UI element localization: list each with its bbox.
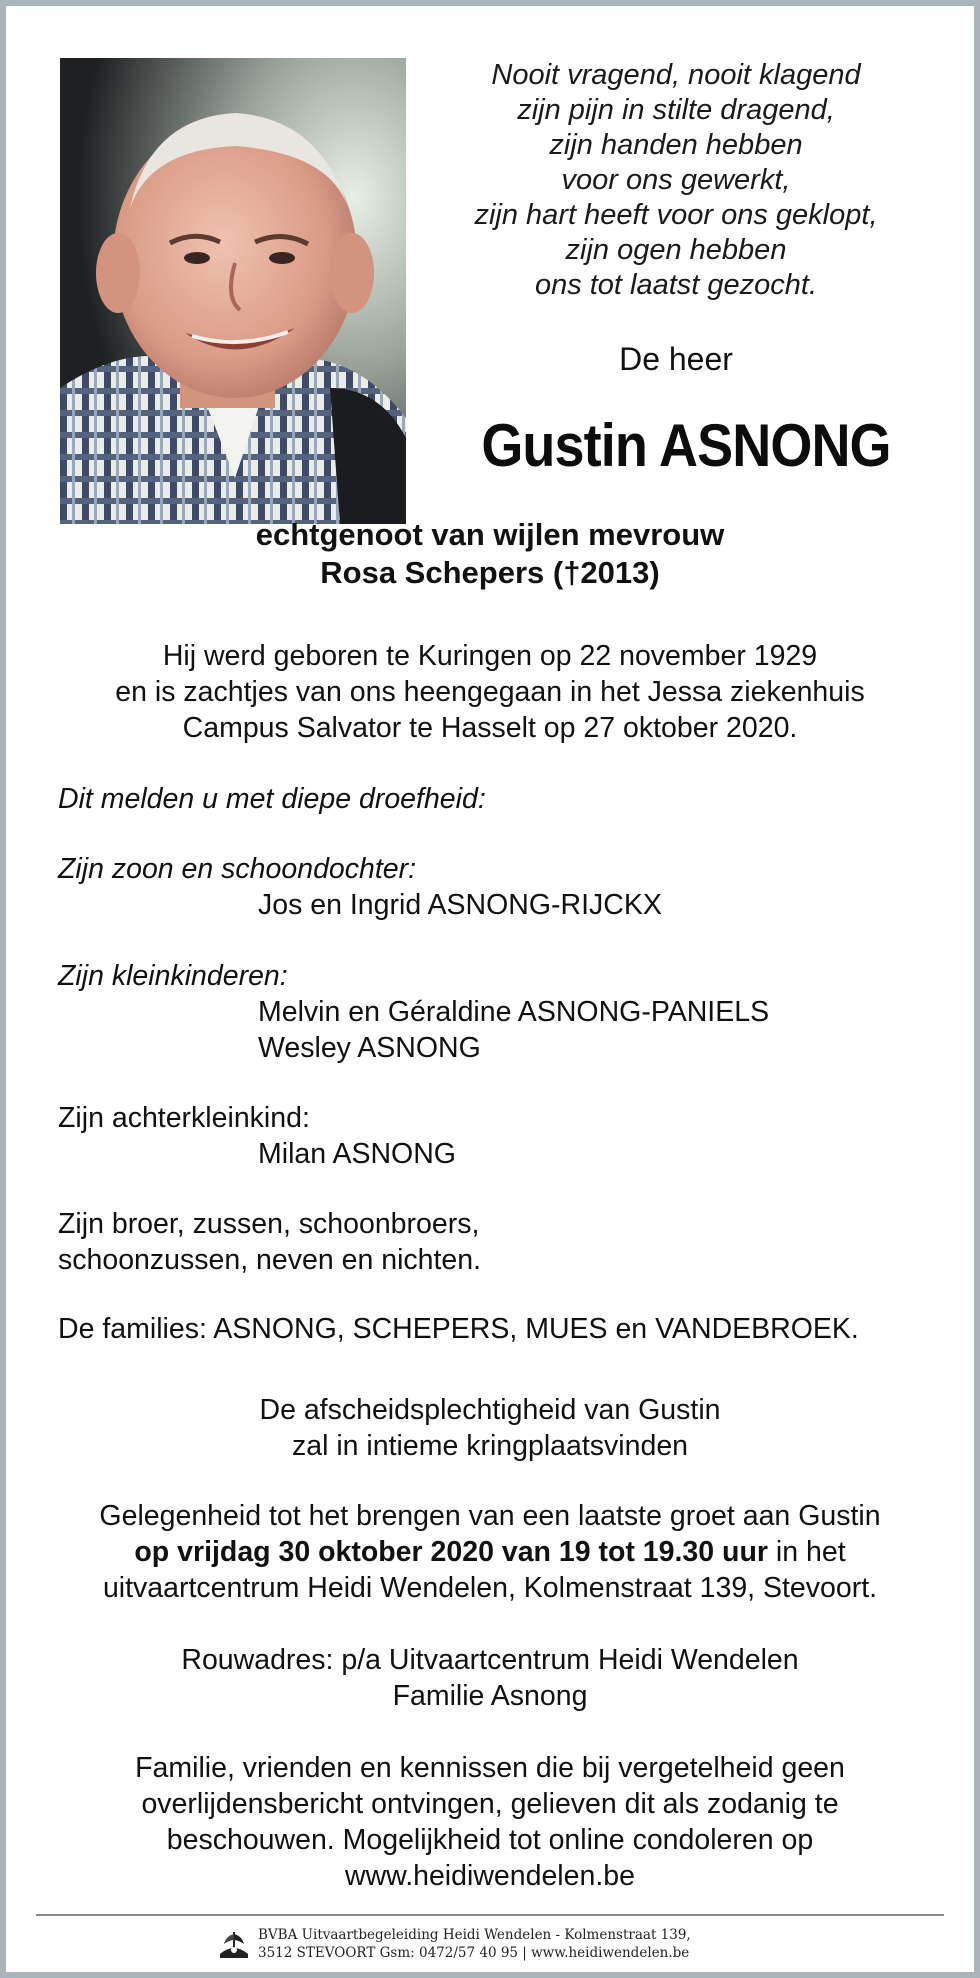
grandchildren-section bbox=[58, 958, 958, 1066]
poem-line: ons tot laatst gezocht. bbox=[534, 269, 818, 301]
closing-line: beschouwen. Mogelijkheid tot online condoleren op bbox=[166, 1824, 814, 1856]
ceremony-line: De afscheidsplechtigheid van Gustin bbox=[259, 1394, 721, 1426]
grandchildren-label: Zijn kleinkinderen: bbox=[58, 960, 288, 992]
spouse-line: echtgenoot van wijlen mevrouw bbox=[255, 517, 725, 552]
ceremony-line: zal in intieme kringplaatsvinden bbox=[291, 1430, 689, 1462]
visitation-line: uitvaartcentrum Heidi Wendelen, Kolmenstraat 139, Stevoort. bbox=[102, 1572, 878, 1604]
poem-line: voor ons gewerkt, bbox=[561, 164, 791, 196]
grandchild-name: Melvin en Géraldine ASNONG-PANIELS bbox=[258, 996, 770, 1028]
footer-line: 3512 STEVOORT Gsm: 0472/57 40 95 | www.heidiwendelen.be bbox=[258, 1945, 690, 1961]
portrait-image bbox=[60, 58, 406, 524]
footer-line: BVBA Uitvaartbegeleiding Heidi Wendelen - Kolmenstraat 139, bbox=[258, 1927, 691, 1943]
siblings-section bbox=[58, 1206, 958, 1278]
siblings-line: schoonzussen, neven en nichten. bbox=[58, 1244, 482, 1276]
honorific: De heer bbox=[619, 341, 733, 377]
address-line: Rouwadres: p/a Uitvaartcentrum Heidi Wendelen bbox=[181, 1644, 799, 1676]
poem-line: Nooit vragend, nooit klagend bbox=[491, 59, 861, 91]
closing-line: overlijdensbericht ontvingen, gelieven dit als zodanig te bbox=[141, 1788, 839, 1820]
poem-line: zijn ogen hebben bbox=[565, 234, 787, 266]
greatgrandchild-section bbox=[58, 1100, 958, 1172]
birth-death-info bbox=[26, 638, 954, 746]
son-name: Jos en Ingrid ASNONG-RIJCKX bbox=[258, 889, 662, 921]
greatgrandchild-label: Zijn achterkleinkind: bbox=[58, 1102, 310, 1134]
closing-link[interactable]: www.heidiwendelen.be bbox=[345, 1860, 635, 1892]
birth-death-line: en is zachtjes van ons heengegaan in het Jessa ziekenhuis bbox=[115, 676, 865, 708]
poem-line: zijn pijn in stilte dragend, bbox=[517, 94, 835, 126]
poem bbox=[436, 58, 916, 303]
closing-line: Familie, vrienden en kennissen die bij vergetelheid geen bbox=[135, 1752, 845, 1784]
footer-divider bbox=[36, 1914, 944, 1916]
poem-line: zijn handen hebben bbox=[549, 129, 803, 161]
deceased-name: Gustin ASNONG bbox=[481, 412, 891, 479]
visitation-line-rest: in het bbox=[767, 1536, 846, 1568]
greatgrandchild-name: Milan ASNONG bbox=[258, 1138, 456, 1170]
families-line: De families: ASNONG, SCHEPERS, MUES en VANDEBROEK. bbox=[58, 1313, 859, 1345]
footer bbox=[218, 1924, 778, 1970]
ceremony-info bbox=[26, 1392, 954, 1464]
visitation-date: op vrijdag 30 oktober 2020 van 19 tot 19.30 uur bbox=[134, 1536, 768, 1568]
birth-death-line: Campus Salvator te Hasselt op 27 oktober 2020. bbox=[182, 712, 798, 744]
footer-text bbox=[258, 1926, 691, 1962]
closing-note bbox=[26, 1750, 954, 1894]
address-line: Familie Asnong bbox=[392, 1680, 588, 1712]
spouse-line: Rosa Schepers (†2013) bbox=[320, 555, 660, 590]
visitation-line: Gelegenheid tot het brengen van een laatste groet aan Gustin bbox=[99, 1500, 881, 1532]
siblings-line: Zijn broer, zussen, schoonbroers, bbox=[58, 1208, 480, 1240]
announcement: Dit melden u met diepe droefheid: bbox=[58, 783, 486, 815]
poem-line: zijn hart heeft voor ons geklopt, bbox=[474, 199, 878, 231]
funeral-home-logo-icon bbox=[218, 1928, 250, 1960]
mourning-address bbox=[26, 1642, 954, 1714]
grandchild-name: Wesley ASNONG bbox=[258, 1032, 481, 1064]
son-section bbox=[58, 851, 958, 923]
birth-death-line: Hij werd geboren te Kuringen op 22 november 1929 bbox=[162, 640, 818, 672]
visitation-info bbox=[26, 1498, 954, 1606]
spouse-info bbox=[6, 516, 974, 592]
son-label: Zijn zoon en schoondochter: bbox=[58, 853, 417, 885]
portrait-photo bbox=[60, 58, 406, 524]
visitation-line bbox=[26, 1534, 954, 1570]
